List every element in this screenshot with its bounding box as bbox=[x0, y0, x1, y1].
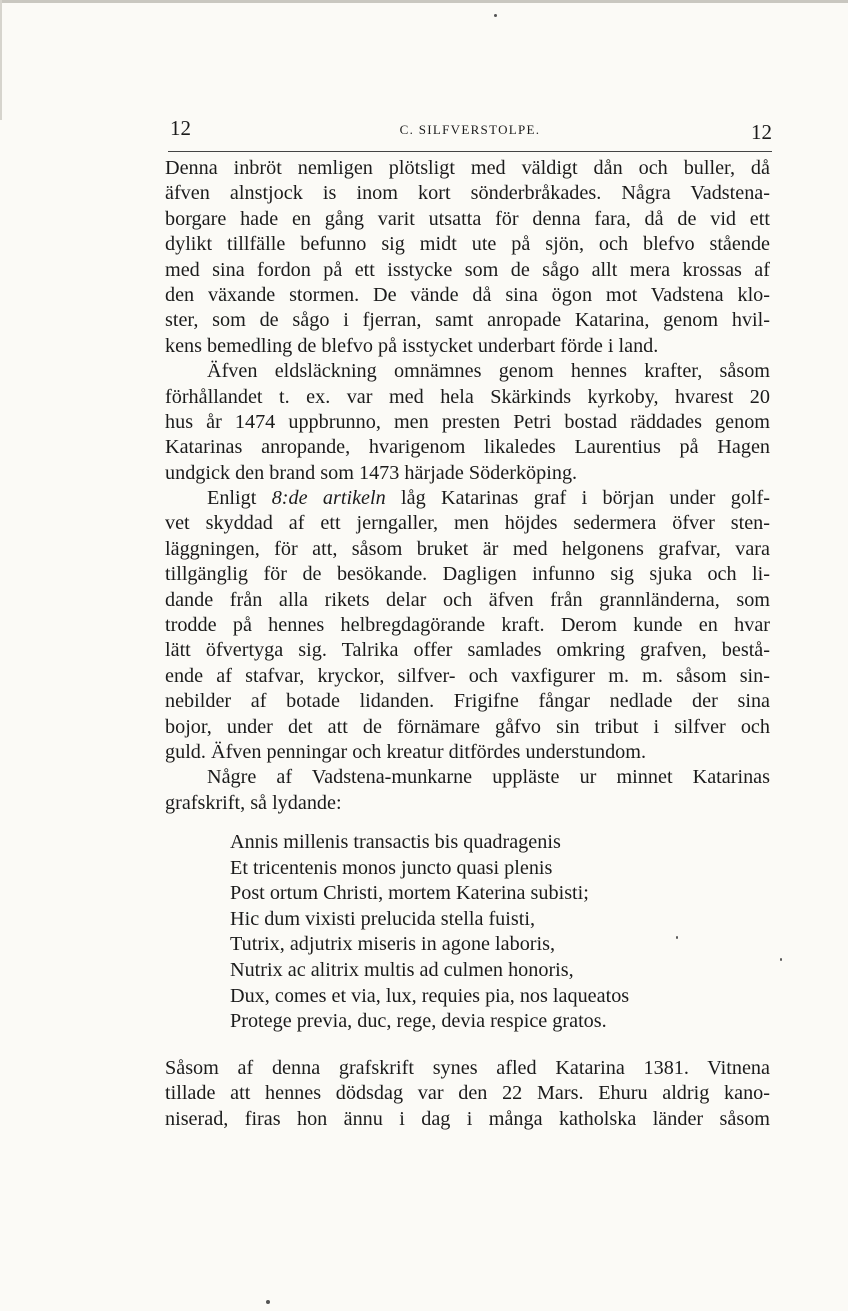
text-line: ster, som de sågo i fjerran, samt anropade Katarina, genom hvil- bbox=[165, 309, 770, 332]
text-line: lätt öfvertyga sig. Talrika offer samlades omkring grafven, bestå- bbox=[165, 639, 770, 662]
poem-line: Protege previa, duc, rege, devia respice gratos. bbox=[230, 1010, 607, 1033]
scan-speck bbox=[266, 1300, 270, 1304]
text-line: ende af stafvar, kryckor, silfver- och vaxfigurer m. m. såsom sin- bbox=[165, 664, 770, 687]
text-line: förhållandet t. ex. var med hela Skärkinds kyrkoby, hvarest 20 bbox=[165, 385, 770, 408]
enligt-prefix: Enligt bbox=[207, 487, 272, 510]
text-line: undgick den brand som 1473 härjade Söderköping. bbox=[165, 461, 578, 484]
text-line-enligt bbox=[165, 486, 770, 511]
poem-line: Et tricentenis monos juncto quasi plenis bbox=[230, 856, 553, 879]
poem-line: Nutrix ac alitrix multis ad culmen honoris, bbox=[230, 958, 574, 981]
poem-line: Post ortum Christi, mortem Katerina subisti; bbox=[230, 882, 589, 905]
page-header bbox=[168, 114, 772, 148]
text-line: kens bemedling de blefvo på isstycket underbart förde i land. bbox=[165, 334, 659, 357]
text-line: läggningen, för att, såsom bruket är med helgonens grafvar, vara bbox=[165, 537, 770, 560]
poem-line: Tutrix, adjutrix miseris in agone laboris, bbox=[230, 933, 556, 956]
text-line: vet skyddad af ett jerngaller, men höjdes sedermera öfver sten- bbox=[165, 512, 770, 535]
text-line: niserad, firas hon ännu i dag i många katholska länder såsom bbox=[165, 1107, 770, 1130]
page-number-left: 12 bbox=[170, 116, 191, 140]
text-line: den växande stormen. De vände då sina ögon mot Vadstena klo- bbox=[165, 283, 770, 306]
text-line: trodde på hennes helbregdagörande kraft. Derom kunde en hvar bbox=[165, 614, 770, 637]
scan-speck bbox=[780, 958, 782, 961]
scan-speck bbox=[494, 14, 497, 17]
running-title: C. SILFVERSTOLPE. bbox=[399, 122, 541, 137]
scan-edge-top bbox=[0, 0, 848, 3]
scan-edge-left bbox=[0, 0, 2, 120]
text-line: guld. Äfven penningar och kreatur ditfördes understundom. bbox=[165, 740, 647, 763]
epitaph-poem bbox=[230, 830, 629, 1035]
text-line: tillade att hennes dödsdag var den 22 Mars. Ehuru aldrig kano- bbox=[165, 1082, 770, 1105]
page-number-right: 12 bbox=[751, 120, 772, 144]
text-line: borgare hade en gång varit utsatta för denna fara, då de vid ett bbox=[165, 207, 770, 230]
text-line: Katarinas anropande, hvarigenom likaledes Laurentius på Hagen bbox=[165, 436, 770, 459]
text-line: grafskrift, så lydande: bbox=[165, 791, 342, 814]
paragraph-block-a bbox=[165, 156, 770, 816]
text-line: Denna inbröt nemligen plötsligt med väldigt dån och buller, då bbox=[165, 157, 770, 179]
poem-line: Hic dum vixisti prelucida stella fuisti, bbox=[230, 907, 536, 930]
text-line: nebilder af botade lidanden. Frigifne fångar nedlade der sina bbox=[165, 690, 770, 713]
text-line: hus år 1474 uppbrunno, men presten Petri bostad räddades genom bbox=[165, 410, 770, 433]
poem-line: Annis millenis transactis bis quadragenis bbox=[230, 831, 561, 853]
text-line: Någre af Vadstena-munkarne uppläste ur minnet Katarinas bbox=[207, 766, 770, 789]
enligt-suffix: låg Katarinas graf i början under golf- bbox=[385, 487, 770, 510]
paragraph-block-c bbox=[165, 1056, 770, 1132]
text-line: tillgänglig för de besökande. Dagligen infunno sig sjuka och li- bbox=[165, 563, 770, 586]
scan-speck bbox=[676, 936, 678, 939]
text-line: Såsom af denna grafskrift synes afled Katarina 1381. Vitnena bbox=[165, 1057, 770, 1079]
article-reference: 8:de artikeln bbox=[271, 487, 386, 510]
text-line: Äfven eldsläckning omnämnes genom hennes krafter, såsom bbox=[207, 360, 770, 383]
poem-line: Dux, comes et via, lux, requies pia, nos laqueatos bbox=[230, 984, 630, 1007]
text-line: dylikt tillfälle befunno sig midt ute på sjön, och blefvo stående bbox=[165, 233, 770, 256]
text-line: med sina fordon på ett isstycke som de sågo allt mera krossas af bbox=[165, 258, 770, 281]
header-rule bbox=[168, 151, 772, 152]
text-line: bojor, under det att de förnämare gåfvo sin tribut i silfver och bbox=[165, 715, 770, 738]
text-line: äfven alnstjock is inom kort sönderbråkades. Några Vadstena- bbox=[165, 182, 770, 205]
text-line: dande från alla rikets delar och äfven från grannländerna, som bbox=[165, 588, 770, 611]
